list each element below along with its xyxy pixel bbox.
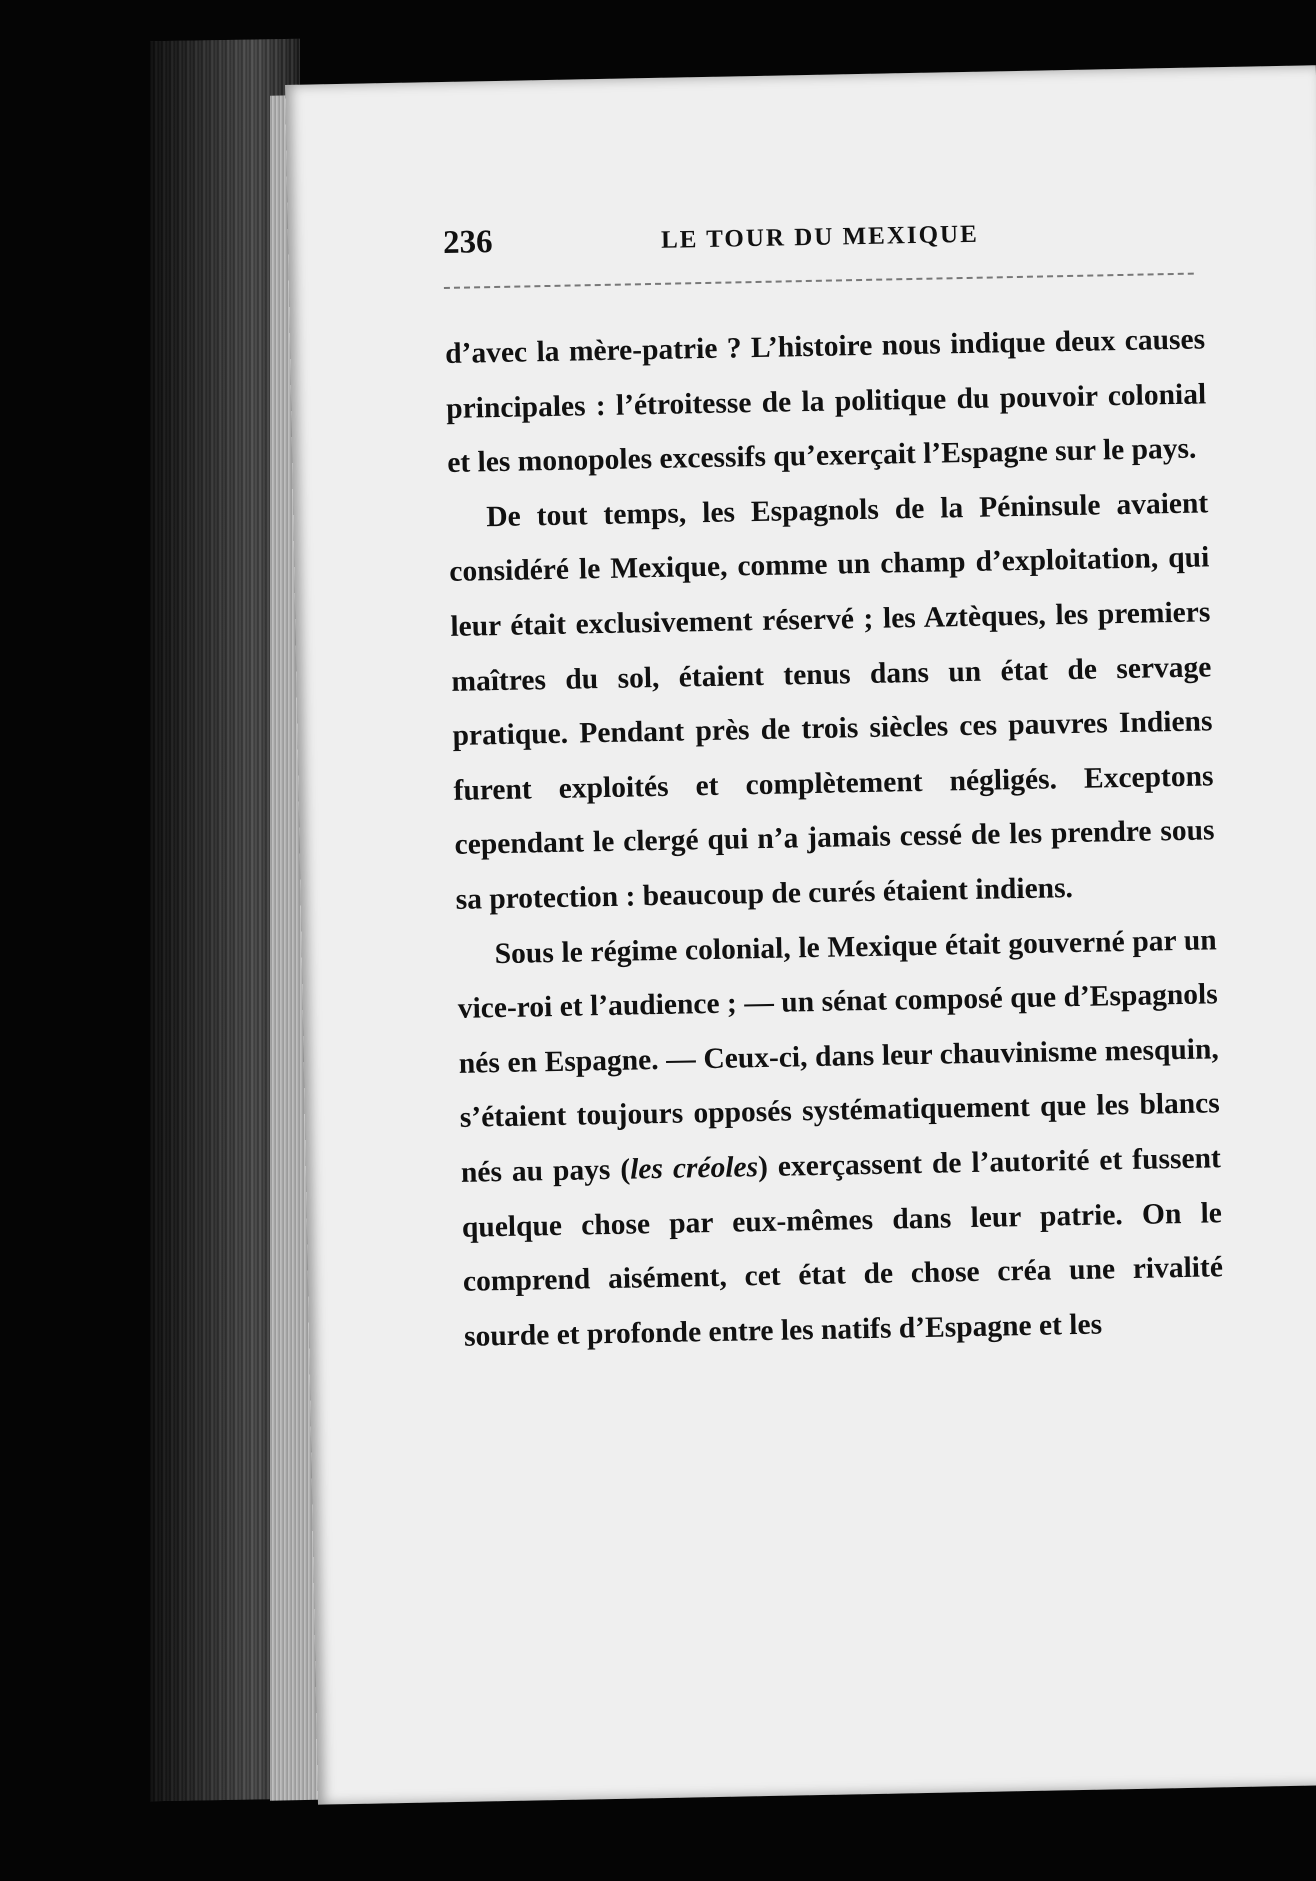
paragraph-3-italic: les créoles bbox=[629, 1151, 759, 1186]
paragraph-3-text-before: Sous le régime colonial, le Mexique était gouverné par un vice-roi et l’audience ; — un sénat composé que d’Espagnols nés en Espagne. — Ceux-ci, dans leur chauvinisme mesquin, s’étaient toujours opposés systématiquement que les blancs nés au pays ( bbox=[457, 923, 1221, 1189]
paragraph-3-text-after: ) exerçassent de l’autorité et fussent quelque chose par eux-mêmes dans leur patrie. On le comprend aisément, cet état de chose créa une rivalité sourde et profonde entre les natifs d’Espagne et les bbox=[461, 1142, 1224, 1353]
page-number: 236 bbox=[442, 224, 493, 261]
header-rule bbox=[444, 273, 1194, 289]
book-page bbox=[285, 65, 1316, 1804]
running-title: LE TOUR DU MEXIQUE bbox=[660, 220, 980, 254]
paragraph-1: d’avec la mère-patrie ? L’histoire nous indique deux causes principales : l’étroitesse de la politique du pouvoir colonial et les monopoles excessifs qu’exerçait l’Espagne sur le pays. bbox=[444, 323, 1207, 480]
paragraph-2: De tout temps, les Espagnols de la Péninsule avaient considéré le Mexique, comme un champ d’exploitation, qui leur était exclusivement réservé ; les Aztèques, les premiers maîtres du sol, étaient tenus dans un état de servage pratique. Pendant près de trois siècles ces pauvres Indiens furent exploités et complètement négligés. Exceptons cependant le clergé qui n’a jamais cessé de les prendre sous sa protection : beaucoup de curés étaient indiens. bbox=[449, 487, 1215, 916]
body-text bbox=[445, 312, 1225, 1364]
paragraph-3 bbox=[456, 913, 1224, 1364]
running-header bbox=[443, 210, 1204, 265]
